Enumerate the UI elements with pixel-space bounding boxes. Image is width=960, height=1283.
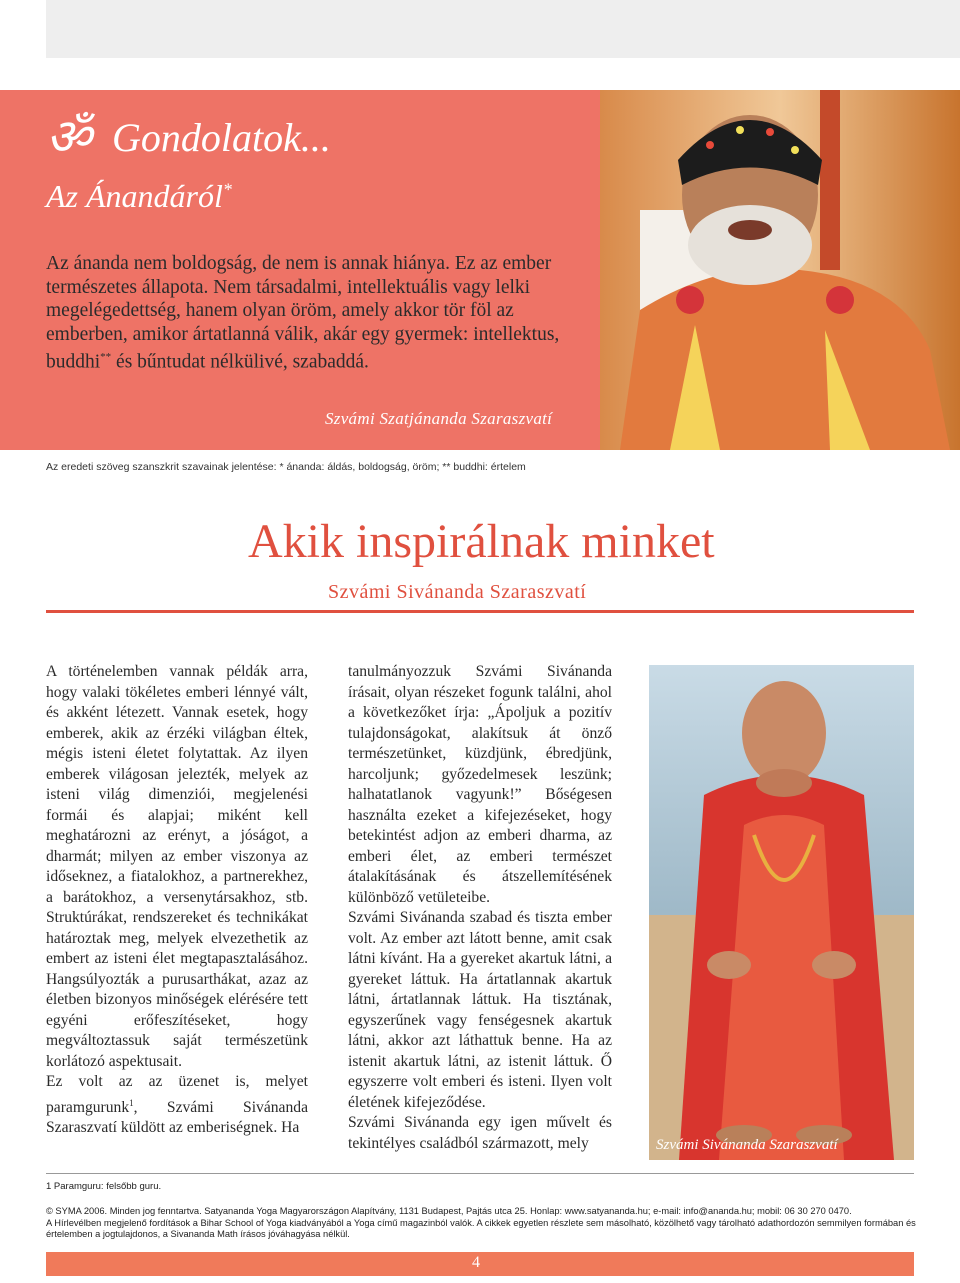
om-symbol-icon: ॐ [46,108,92,166]
article-title: Akik inspirálnak minket [248,515,715,568]
title-divider [46,610,914,613]
satyananda-portrait-image [600,90,960,450]
banner-quote-text: Az ánanda nem boldogság, de nem is annak hiánya. Ez az ember természetes állapota. Nem társadalmi, intellektuális vagy lelki megelégedettség, hanem olyan öröm, amely akkor tör föl az emberben, amikor ártatlanná válik, akár egy gyermek: intellektus, buddhi** és bűntudat nélkülivé, szabaddá. [46,253,560,373]
article-column-2 [348,662,612,1154]
col2-paragraph-2: Szvámi Sivánanda szabad és tiszta ember volt. Az ember azt látott benne, amit csak látni kívánt. Ha a gyereket akartuk látni, a gyereket láttuk. Ha ártatlannak akartuk látni, ártatlannak láttuk. Ha tisztának, egyszerűnek vagy fenségesnek akartuk látni, akkor azt láthattuk benne. Ha az istenit akartuk látni, az istenit láttuk. Ő egyszerre volt emberi és isteni. Ilyen volt életének kifejeződése. [348,909,612,1111]
banner-signature: Szvámi Szatjánanda Szaraszvatí [325,409,553,428]
footnote-divider [46,1173,914,1174]
article-subtitle: Szvámi Sivánanda Szaraszvatí [328,581,587,603]
col1-paragraph-2: Ez volt az az üzenet is, melyet paramgurunk$^1$, Szvámi Sivánanda Szaraszvatí küldött az emberiségnek. Ha [46,1073,308,1137]
top-gray-bar [46,0,960,58]
page-number: 4 [472,1254,480,1271]
photo-caption: Szvámi Sivánanda Szaraszvatí [656,1137,838,1153]
paramguru-footnote: 1 Paramguru: felsőbb guru. [46,1181,162,1192]
banner-subtitle: Az Ánandáról* [46,178,232,214]
sanskrit-footnote: Az eredeti szöveg szanszkrit szavainak jelentése: * ánanda: áldás, boldogság, öröm; ** buddhi: értelem [46,461,526,473]
article-column-1 [46,662,308,1139]
col2-paragraph-3: Szvámi Sivánanda egy igen művelt és tekintélyes családból származott, mely [348,1114,612,1152]
sivananda-portrait-image [649,665,914,1160]
copyright-notice: © SYMA 2006. Minden jog fenntartva. Satyananda Yoga Magyarországon Alapítvány, 1131 Budapest, Pajtás utca 25. Honlap: www.satyananda.hu; e-mail: info@ananda.hu; mobil: 06 30 270 0470. A Hírlevélben megjelenő fordítások a Bihar School of Yoga kiadványából a Yoga című magazinból valók. A cikkek egyetlen részlete sem másolható, közölhető vagy tárolható adathordozón semmilyen formában és értelemben a jogtulajdonos, a Sivananda Math írásos jóváhagyása nélkül. [46,1206,916,1239]
col2-paragraph-1: tanulmányozzuk Szvámi Sivánanda írásait, olyan részeket fogunk találni, ahol a következőket írja: „Ápoljuk a pozitív tulajdonságokat, alakítsuk át önző természetünket, küzdjünk, ébredjünk, harcoljunk; győzedelmesek leszünk; halhatatlanok vagyunk!” Bőségesen használta ezeket a kifejezéseket, hogy betekintést adjon az emberi dharma, az emberi élet, az emberi természet átalakításának és átszellemítésének különböző vetületeibe. [348,663,612,906]
col1-paragraph-1: A történelemben vannak példák arra, hogy valaki tökéletes emberi lénnyé vált, és akként létezett. Vannak esetek, hogy emberek, akik az érzéki világban éltek, mégis isteni életet folytattak. Az ilyen emberek világosan jelezték, melyek az isteni világ dimenziói, megjelenési formái és alapjai; miként kell meghatározni az erényt, a jóságot, a dharmát; milyen az ember viszonya az időseknez, a fiatalokhoz, a partnerekhez, a barátokhoz, a versenytársakhoz, stb. Struktúrákat, rendszereket és technikákat határoztak meg, melyek elvezethetik az embert az isteni élet megtapasztalásához. Hangsúlyozták a purusarthákat, azaz az életben bizonyos minőségek elérésére tett egyéni erőfeszítéseket, hogy megváltoztassuk saját természetünk korlátozó aspektusait. [46,663,308,1070]
banner-title: Gondolatok... [112,115,331,160]
page-number-bar [46,1252,914,1276]
